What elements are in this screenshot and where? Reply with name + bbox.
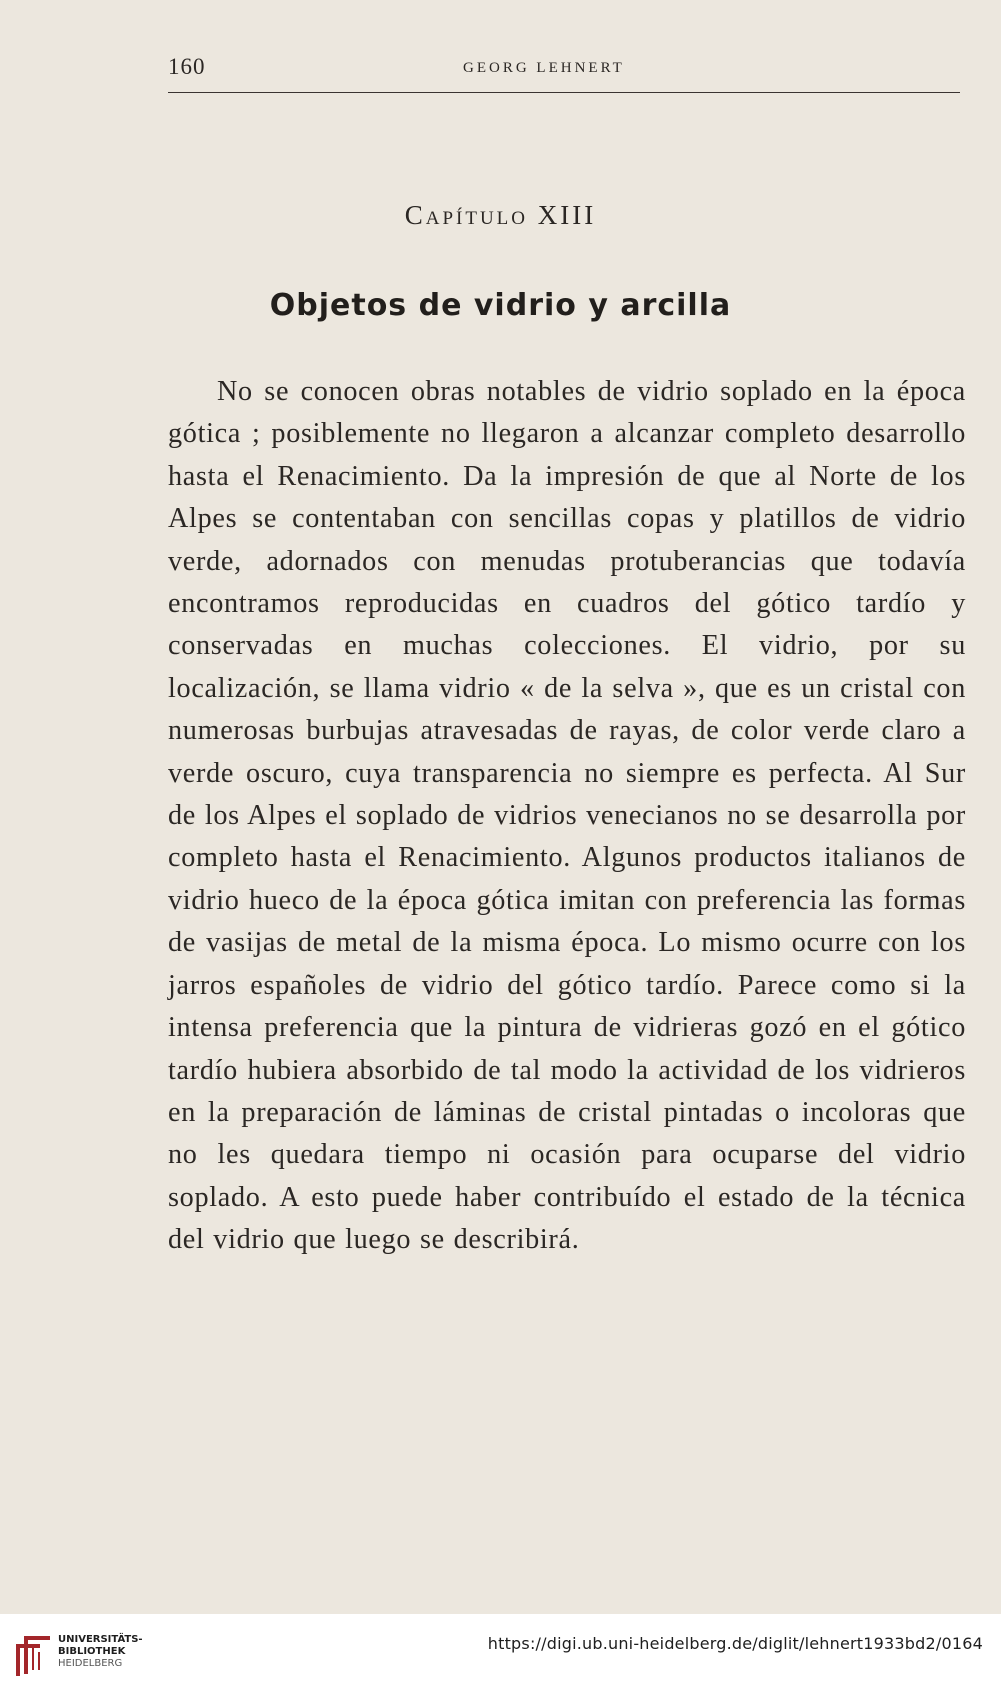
header-rule [168,92,960,93]
footer-bar [0,1614,1001,1689]
page-number: 160 [168,54,206,79]
chapter-title: Objetos de vidrio y arcilla [269,288,732,323]
library-logo-svg [10,1630,54,1678]
library-name-line-3: HEIDELBERG [58,1658,123,1669]
library-name [58,1634,143,1670]
chapter-label: Capítulo XIII [404,200,597,230]
running-head [168,54,960,84]
running-head-author: GEORG LEHNERT [463,60,625,76]
library-name-line-1: UNIVERSITÄTS- [58,1634,143,1645]
library-name-line-2: BIBLIOTHEK [58,1646,126,1657]
body-paragraph: No se conocen obras notables de vidrio soplado en la época gótica ; posiblemente no llegaron a alcanzar completo desarrollo hasta el Renacimiento. Da la impresión de que al Norte de los Alpes se contentaban con sencillas copas y platillos de vidrio verde, adornados con menudas protuberancias que todavía encontramos reproducidas en cuadros del gótico tardío y conservadas en muchas colecciones. El vidrio, por su localización, se llama vidrio « de la selva », que es un cristal con numerosas burbujas atravesadas de rayas, de color verde claro a verde oscuro, cuya transparencia no siempre es perfecta. Al Sur de los Alpes el soplado de vidrios venecianos no se desarrolla por completo hasta el Renacimiento. Algunos productos italianos de vidrio hueco de la época gótica imitan con preferencia las formas de vasijas de metal de la misma época. Lo mismo ocurre con los jarros españoles de vidrio del gótico tardío. Parece como si la intensa preferencia que la pintura de vidrieras gozó en el gótico tardío hubiera absorbido de tal modo la actividad de los vidrieros en la preparación de láminas de cristal pintadas o incoloras que no les quedara tiempo ni ocasión para ocuparse del vidrio soplado. A esto puede haber contribuído el estado de la técnica del vidrio que luego se describirá. [168,376,966,1256]
permalink-url[interactable]: https://digi.ub.uni-heidelberg.de/diglit/lehnert1933bd2/0164 [487,1634,983,1653]
library-logo-icon[interactable] [10,1630,54,1678]
